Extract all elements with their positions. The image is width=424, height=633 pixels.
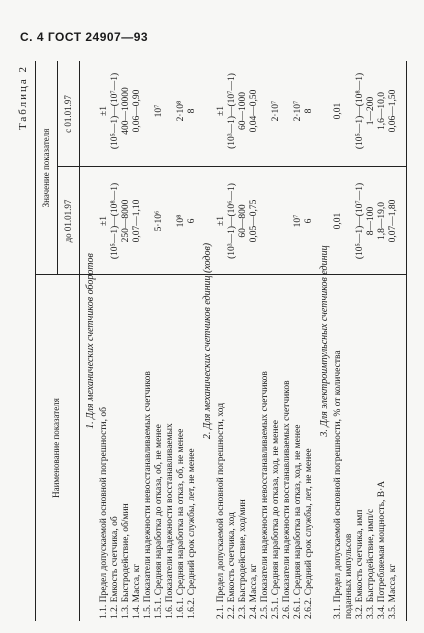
row-value-from: 10⁷: [154, 104, 164, 118]
row-value-to: ±1: [99, 216, 109, 226]
row-name: 2.6.1. Средняя наработка на отказ, ход, не менее: [293, 424, 303, 619]
row-name: 2.6. Показатели надежности восстанавливаемых счетчиков: [282, 380, 292, 619]
row-name: 1.5.1. Средняя наработка до отказа, об, не менее: [154, 424, 164, 619]
section-title: 3. Для электроимпульсных счетчиков единиц: [319, 245, 330, 437]
row-value-to: 6: [304, 218, 314, 224]
column-header-name: Наименование показателя: [51, 398, 61, 498]
row-value-to: 10⁷: [293, 214, 303, 228]
row-value-to: 8—100: [366, 206, 376, 236]
section-title: 1. Для механических счетчиков оборотов: [85, 253, 96, 429]
row-value-to: 0,07—1,80: [388, 199, 398, 243]
row-name: 1.2. Емкость счетчика, об: [110, 516, 120, 619]
page-header: С. 4 ГОСТ 24907—93: [20, 30, 149, 44]
row-value-to: 5·10⁶: [154, 210, 164, 232]
column-header-from: с 01.01.97: [63, 95, 73, 133]
row-value-from: 60—1000: [238, 92, 248, 130]
table: [35, 61, 407, 621]
row-value-to: 1,8—19,0: [377, 202, 387, 240]
row-name: 1.3. Быстродействие, об/мин: [121, 503, 131, 619]
row-name: 1.1. Предел допускаемой основной погрешности, об: [99, 407, 109, 619]
row-name: 3.5. Масса, кг: [388, 563, 398, 619]
row-name: 2.6.2. Средний срок службы, лет, не менее: [304, 448, 314, 619]
row-name: 2.2. Емкость счетчика, ход: [227, 512, 237, 619]
row-name: 3.2. Емкость счетчика, имп: [355, 509, 365, 619]
row-name: 1.6.2. Средний срок службы, лет, не менее: [187, 448, 197, 619]
row-name: 1.5. Показатели надежности невосстанавливаемых счетчиков: [143, 371, 153, 619]
row-value-from: 0,06—0,90: [132, 89, 142, 133]
section-title: 2. Для механических счетчиков единиц (ходов): [202, 242, 213, 440]
row-name: 3.3. Быстродействие, имп/с: [366, 508, 376, 619]
row-value-to: 60—800: [238, 204, 248, 238]
row-value-to: 0,07—1,10: [132, 199, 142, 243]
row-value-to: 0,01: [333, 212, 343, 230]
table-top-rule: [35, 61, 36, 621]
row-value-from: (10⁵—1)—(10⁸—1): [355, 72, 365, 150]
row-value-to: (10³—1)—(10⁶—1): [227, 183, 237, 259]
row-name: 1.6.1. Средняя наработка на отказ, об, не менее: [176, 428, 186, 619]
row-name: 3.1. Предел допускаемой основной погрешности, % от количества поданных импульсов: [333, 350, 354, 619]
column-header-to: до 01.01.97: [63, 199, 73, 243]
table-label: Таблица 2: [17, 65, 29, 131]
row-value-to: 250—8000: [121, 199, 131, 243]
row-value-to: 0,05—0,75: [249, 199, 259, 243]
row-name: 2.1. Предел допускаемой основной погрешности, ход: [216, 402, 226, 619]
row-value-from: ±1: [216, 106, 226, 116]
row-name: 2.5. Показатели надежности невосстанавливаемых счетчиков: [260, 371, 270, 619]
row-name: 2.3. Быстродействие, ход/мин: [238, 499, 248, 619]
row-value-from: 0,01: [333, 102, 343, 120]
row-value-to: 10⁸: [176, 214, 186, 228]
row-value-from: 2·10⁷: [293, 100, 303, 122]
table-col-rule-2: [57, 166, 407, 167]
row-value-from: 400—10000: [121, 87, 131, 135]
row-value-from: 1,6—10,0: [377, 92, 387, 130]
row-name: 3.4. Потребляемая мощность, В·А: [377, 480, 387, 619]
row-name: 1.6. Показатели надежности восстанавливаемых: [165, 423, 175, 619]
row-name: 2.5.1. Средняя наработка до отказа, ход, не менее: [271, 420, 281, 619]
column-header-value: Значение показателя: [41, 128, 51, 208]
table-subheader-rule: [57, 61, 58, 275]
row-value-from: 2·10⁸: [176, 100, 186, 122]
rotated-table-page: [17, 61, 407, 621]
row-value-from: ±1: [99, 106, 109, 116]
row-name: 2.4. Масса, кг: [249, 563, 259, 619]
row-value-from: 2·10⁷: [271, 100, 281, 122]
row-value-from: 1—200: [366, 96, 376, 126]
row-value-to: (10⁵—1)—(10⁷—1): [355, 182, 365, 260]
row-value-to: (10⁵—1)—(10⁸—1): [110, 182, 120, 260]
row-value-from: (10³—1)—(10⁷—1): [227, 73, 237, 149]
row-value-from: 0,04—0,50: [249, 89, 259, 133]
row-name: 1.4. Масса, кг: [132, 563, 142, 619]
row-value-to: 6: [187, 218, 197, 224]
table-header-rule: [79, 61, 80, 621]
row-value-to: ±1: [216, 216, 226, 226]
row-value-from: (10⁵—1)—(10⁷—1): [110, 72, 120, 150]
row-value-from: 8: [187, 108, 197, 114]
table-bottom-rule: [406, 61, 407, 621]
row-value-from: 8: [304, 108, 314, 114]
row-value-from: 0,06—1,50: [388, 89, 398, 133]
